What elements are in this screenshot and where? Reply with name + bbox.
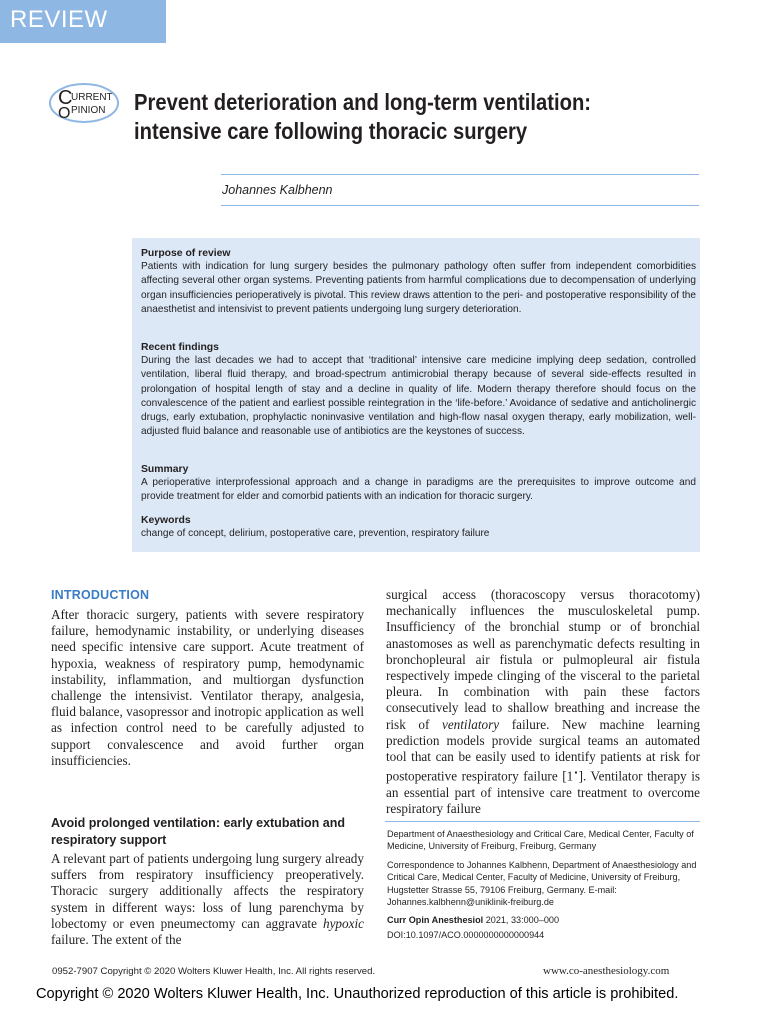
abstract-findings bbox=[141, 341, 696, 440]
right-column-text: surgical access (thoracoscopy versus thoracotomy) mechanically influences the musculoskeletal pump. Insufficiency of the bronchial stump or of bronchial anastomoses as well as parenchymatic defects resulting in bronchopleural air fistula or pulmopleural air fistula respectively impede clinging of the visceral to the parietal pleura. In combination with pain these factors consecutively lead to shallow breathing and increase the risk of ventilatory failure. New machine learning prediction models provide surgical teams an automated tool that can be easily used to identify patients at risk for postoperative respiratory failure [1▪]. Ventilator therapy is an essential part of intensive care treatment to overcome respiratory failure bbox=[386, 587, 700, 817]
author-name: Johannes Kalbhenn bbox=[222, 183, 333, 197]
footer-copyright: 0952-7907 Copyright © 2020 Wolters Kluwer Health, Inc. All rights reserved. bbox=[52, 966, 376, 977]
summary-heading: Summary bbox=[141, 464, 189, 475]
article-title bbox=[134, 88, 650, 146]
abstract-keywords bbox=[141, 514, 696, 541]
current-opinion-logo bbox=[48, 82, 120, 124]
section-ventilation-text: A relevant part of patients undergoing lung surgery already suffers from respiratory insufficiency preoperatively. Thoracic surgery additionally affects the respiratory system in different ways: loss of lung parenchyma by lobectomy or even pneumectomy can aggravate hypoxic failure. The extent of the bbox=[51, 851, 364, 948]
introduction-text: After thoracic surgery, patients with severe respiratory failure, hemodynamic instability, or underlying diseases need specific intensive care support. Acute treatment of hypoxia, weakness of respiratory pump, hemodynamic instability, inflammation, and multiorgan dysfunction challenge the intensivist. Ventilator therapy, analgesia, fluid balance, vasopressor and inotropic application as well as infection control need to be carefully adjusted to support convalescence and avoid further organ insufficiencies. bbox=[51, 607, 364, 768]
introduction-heading: INTRODUCTION bbox=[51, 588, 150, 602]
logo-line2: PINION bbox=[71, 105, 106, 116]
logo-big-o: O bbox=[58, 105, 71, 122]
journal-website-link[interactable]: www.co-anesthesiology.com bbox=[543, 965, 670, 977]
citation: Curr Opin Anesthesiol 2021, 33:000–000 bbox=[387, 915, 560, 925]
logo-big-c: C bbox=[58, 87, 73, 109]
affiliation-rule bbox=[385, 821, 700, 822]
section-heading-ventilation: Avoid prolonged ventilation: early extubation and respiratory support bbox=[51, 816, 346, 847]
title-line-2: intensive care following thoracic surgery bbox=[134, 118, 528, 144]
purpose-text: Patients with indication for lung surgery besides the pulmonary pathology often suffer from independent comorbidities affecting several other organ systems. Preventing patients from harmful complications due to decompensation of underlying organ insufficiencies perioperatively is pivotal. This review draws attention to the peri- and postoperative responsibility of the anaesthetist and intensivist to prevent patients undergoing lung surgery deterioration. bbox=[141, 261, 696, 315]
findings-text: During the last decades we had to accept that ‘traditional’ intensive care medicine implying deep sedation, controlled ventilation, liberal fluid therapy, and broad-spectrum antimicrobial therapy because of several side-effects resulted in prolongation of hospital length of stay and a decline in quality of life. Modern therapy therefore should focus on the convalescence of the patient and earliest possible reintegration in the ‘life-before.’ Avoidance of sedative and anticholinergic drugs, early extubation, prophylactic noninvasive ventilation and high-flow nasal oxygen therapy, early mobilization, well-adjusted fluid balance and reasonable use of antibiotics are the keystones of success. bbox=[141, 355, 696, 438]
author-rule-bottom bbox=[221, 205, 699, 206]
title-line-1: Prevent deterioration and long-term ventilation: bbox=[134, 89, 592, 115]
copyright-notice: Copyright © 2020 Wolters Kluwer Health, Inc. Unauthorized reproduction of this article is prohibited. bbox=[36, 986, 679, 1002]
section-tab bbox=[0, 0, 166, 43]
logo-line1: URRENT bbox=[71, 92, 113, 103]
purpose-heading: Purpose of review bbox=[141, 248, 231, 259]
summary-text: A perioperative interprofessional approach and a change in paradigms are the prerequisites to improve outcome and provide treatment for elder and comorbid patients with an indication for thoracic surgery. bbox=[141, 477, 696, 503]
doi: DOI:10.1097/ACO.0000000000000944 bbox=[387, 930, 545, 940]
abstract-purpose bbox=[141, 247, 696, 317]
keywords-text: change of concept, delirium, postoperative care, prevention, respiratory failure bbox=[141, 528, 490, 539]
keywords-heading: Keywords bbox=[141, 515, 191, 526]
findings-heading: Recent findings bbox=[141, 342, 219, 353]
section-tab-label: REVIEW bbox=[10, 6, 108, 33]
author-rule-top bbox=[221, 174, 699, 175]
correspondence: Correspondence to Johannes Kalbhenn, Department of Anaesthesiology and Critical Care, Medical Center, Faculty of Medicine, University of Freiburg, Hugstetter Strasse 55, 79106 Freiburg, Germany. E-mail: Johannes.kalbhenn@uniklinik-freiburg.de bbox=[387, 860, 697, 908]
affiliation: Department of Anaesthesiology and Critical Care, Medical Center, Faculty of Medicine, University of Freiburg, Freiburg, Germany bbox=[387, 829, 694, 852]
abstract-summary bbox=[141, 463, 696, 505]
